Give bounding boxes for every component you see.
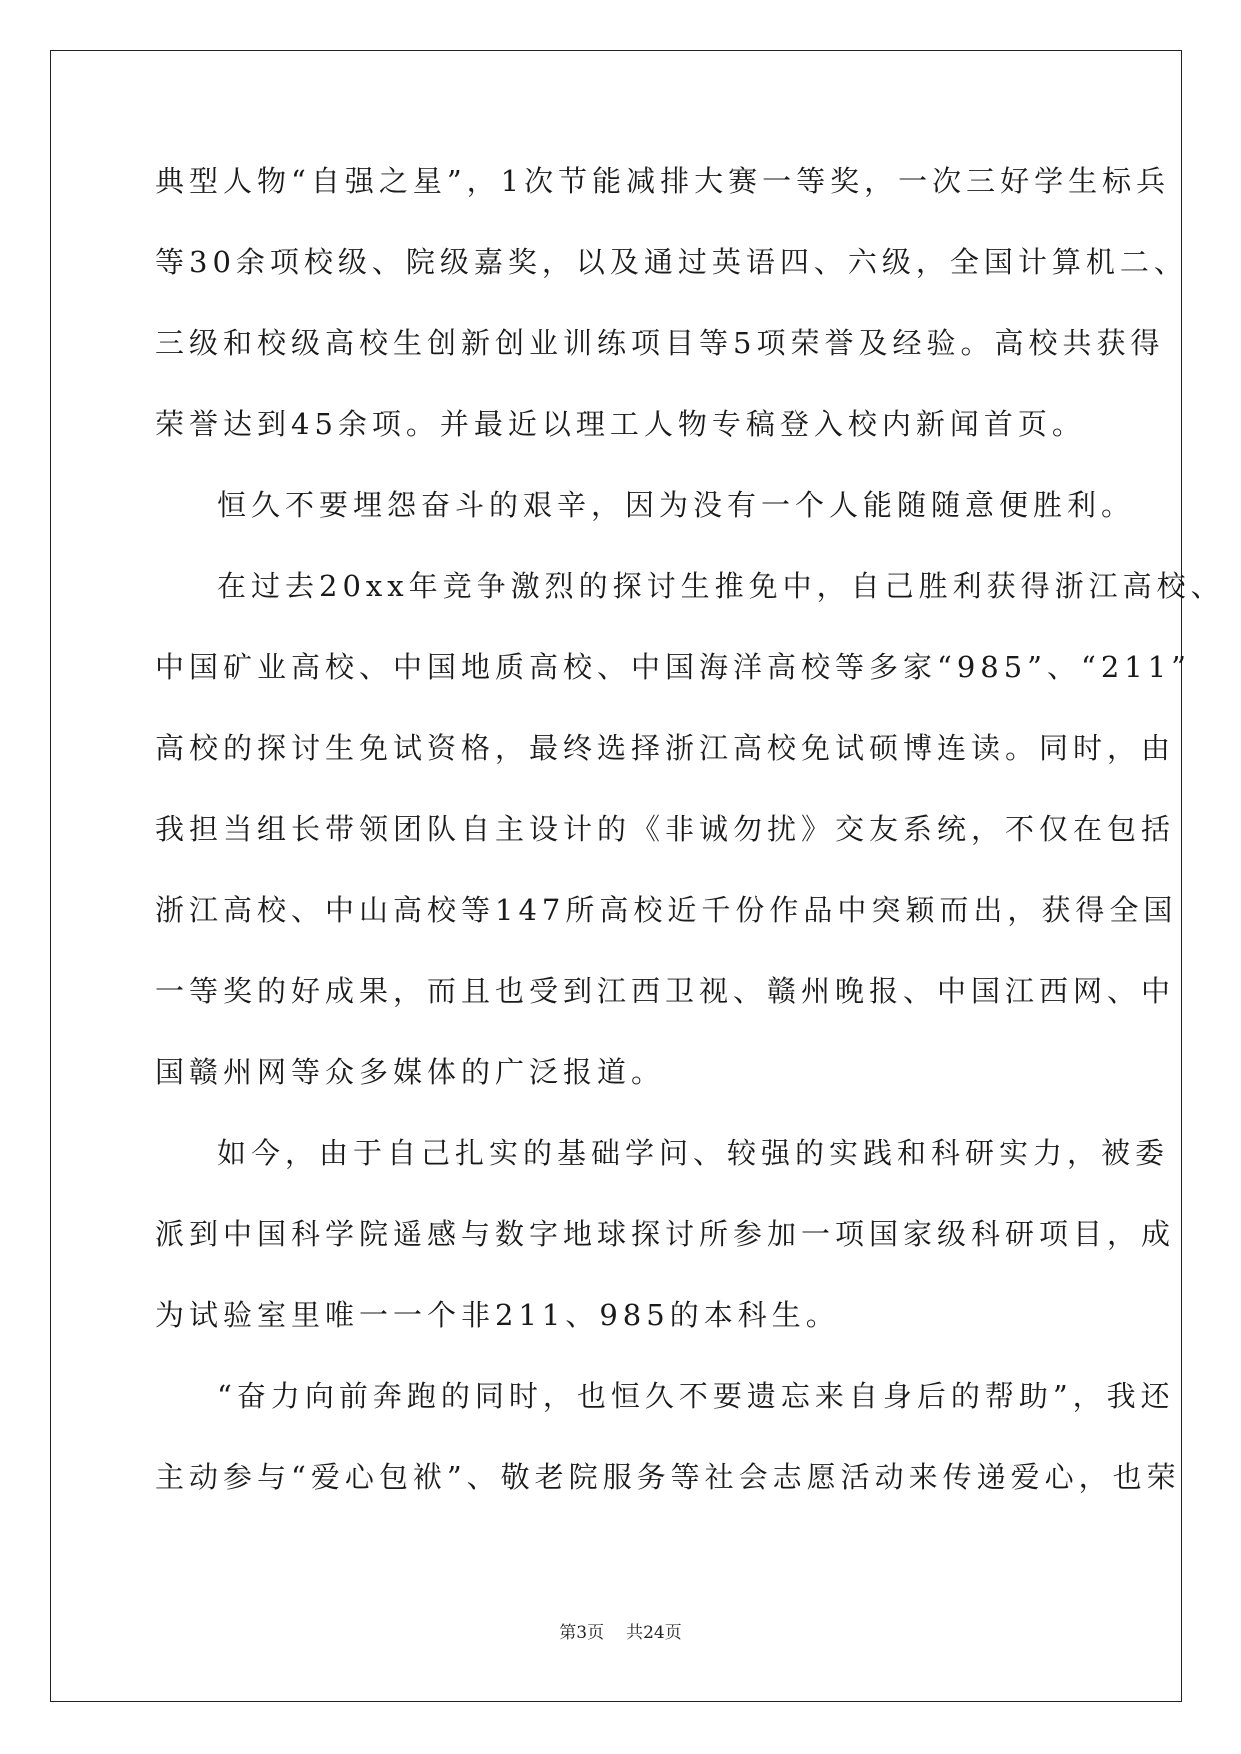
page-total: 共24页 — [626, 1623, 682, 1643]
text-line: 主动参与“爱心包袱”、敬老院服务等社会志愿活动来传递爱心，也荣 — [155, 1460, 1181, 1494]
text-line: 国赣州网等众多媒体的广泛报道。 — [155, 1055, 666, 1089]
text-line: 为试验室里唯一一个非211、985的本科生。 — [155, 1298, 840, 1332]
text-line: 高校的探讨生免试资格，最终选择浙江高校免试硕博连读。同时，由 — [155, 731, 1176, 765]
text-line: 等30余项校级、院级嘉奖，以及通过英语四、六级，全国计算机二、 — [155, 245, 1188, 279]
text-line: 中国矿业高校、中国地质高校、中国海洋高校等多家“985”、“211” — [155, 650, 1192, 684]
paragraph-start: 在过去20xx年竞争激烈的探讨生推免中，自己胜利获得浙江高校、 — [217, 569, 1225, 603]
text-line: 浙江高校、中山高校等147所高校近千份作品中突颖而出，获得全国 — [155, 893, 1178, 927]
text-line: 派到中国科学院遥感与数字地球探讨所参加一项国家级科研项目，成 — [155, 1217, 1176, 1251]
text-line: 荣誉达到45余项。并最近以理工人物专稿登入校内新闻首页。 — [155, 407, 1086, 441]
text-line: 我担当组长带领团队自主设计的《非诚勿扰》交友系统，不仅在包括 — [155, 812, 1176, 846]
paragraph-start: 恒久不要埋怨奋斗的艰辛，因为没有一个人能随随意便胜利。 — [217, 488, 1136, 522]
paragraph-start: “奋力向前奔跑的同时，也恒久不要遗忘来自身后的帮助”，我还 — [217, 1379, 1175, 1413]
text-line: 三级和校级高校生创新创业训练项目等5项荣誉及经验。高校共获得 — [155, 326, 1165, 360]
document-body — [155, 160, 1225, 1537]
page-footer — [0, 1618, 1241, 1643]
text-line: 典型人物“自强之星”，1次节能减排大赛一等奖，一次三好学生标兵 — [155, 164, 1171, 198]
page-number: 第3页 — [559, 1623, 605, 1643]
text-line: 一等奖的好成果，而且也受到江西卫视、赣州晚报、中国江西网、中 — [155, 974, 1176, 1008]
paragraph-start: 如今，由于自己扎实的基础学问、较强的实践和科研实力，被委 — [217, 1136, 1170, 1170]
